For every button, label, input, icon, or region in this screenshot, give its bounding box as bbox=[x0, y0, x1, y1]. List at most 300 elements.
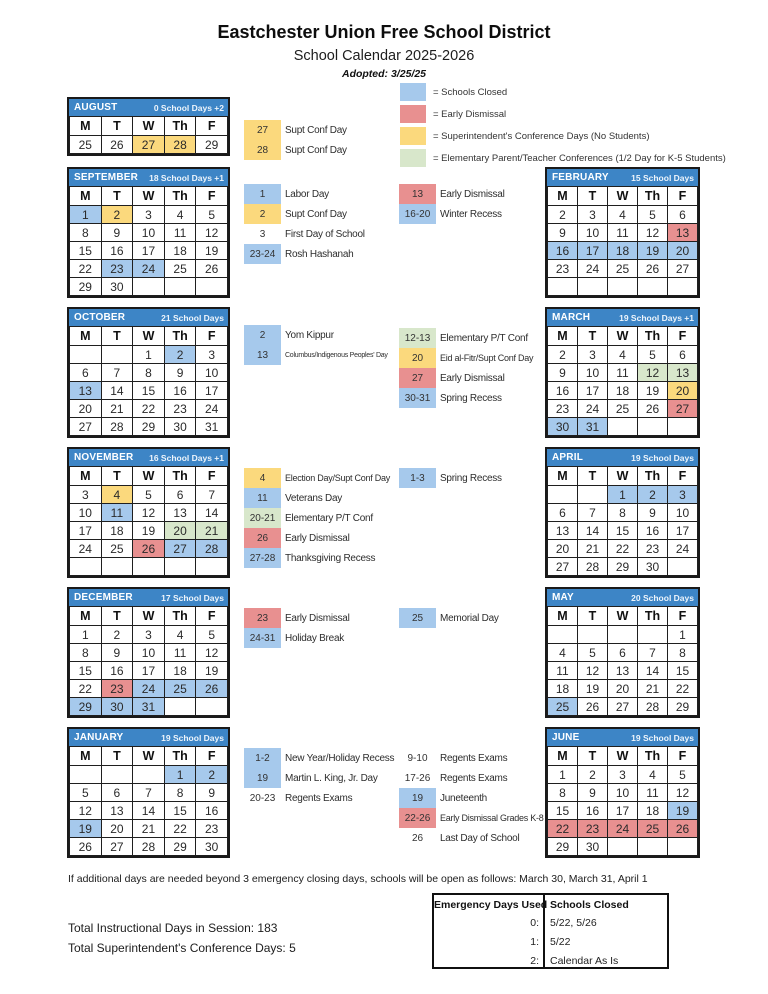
date-cell: 1 bbox=[133, 346, 165, 364]
week-row bbox=[548, 820, 698, 838]
weekday-header-row bbox=[70, 187, 228, 206]
date-cell: 26 bbox=[638, 400, 668, 418]
date-cell: 27 bbox=[548, 558, 578, 576]
date-cell: 21 bbox=[196, 522, 228, 540]
weekday-header-cell: T bbox=[578, 607, 608, 626]
date-cell: 4 bbox=[548, 644, 578, 662]
month-grid bbox=[547, 606, 698, 716]
date-cell: 13 bbox=[164, 504, 196, 522]
date-cell bbox=[548, 626, 578, 644]
calendar-note bbox=[244, 468, 390, 488]
calendar-note bbox=[244, 788, 352, 808]
date-cell: 27 bbox=[101, 838, 133, 856]
date-cell: 6 bbox=[668, 346, 698, 364]
date-cell: 23 bbox=[101, 260, 133, 278]
weekday-header-cell: Th bbox=[638, 327, 668, 346]
date-cell: 9 bbox=[101, 224, 133, 242]
date-cell: 3 bbox=[196, 346, 228, 364]
date-cell: 10 bbox=[578, 224, 608, 242]
date-cell bbox=[548, 278, 578, 296]
date-cell: 9 bbox=[638, 504, 668, 522]
note-date: 1 bbox=[244, 184, 281, 204]
note-label: Supt Conf Day bbox=[285, 124, 347, 136]
date-cell: 11 bbox=[101, 504, 133, 522]
date-cell: 14 bbox=[101, 382, 133, 400]
school-days-count: 15 School Days bbox=[631, 172, 694, 183]
date-cell: 4 bbox=[101, 486, 133, 504]
date-cell: 17 bbox=[70, 522, 102, 540]
date-cell: 23 bbox=[578, 820, 608, 838]
date-cell: 4 bbox=[164, 206, 196, 224]
date-cell bbox=[101, 558, 133, 576]
date-cell: 22 bbox=[70, 260, 102, 278]
date-cell: 29 bbox=[548, 838, 578, 856]
date-cell bbox=[164, 278, 196, 296]
date-cell: 3 bbox=[578, 346, 608, 364]
date-cell: 28 bbox=[101, 418, 133, 436]
date-cell: 5 bbox=[638, 206, 668, 224]
legend-color-swatch bbox=[400, 83, 426, 101]
weekday-header-cell: W bbox=[608, 187, 638, 206]
note-date: 13 bbox=[399, 184, 436, 204]
date-cell: 2 bbox=[164, 346, 196, 364]
date-cell: 29 bbox=[608, 558, 638, 576]
legend-item-label: = Elementary Parent/Teacher Conferences (1/2 Day for K-5 Students) bbox=[433, 152, 726, 164]
calendar-note bbox=[244, 120, 347, 140]
date-cell bbox=[608, 838, 638, 856]
date-cell: 28 bbox=[164, 136, 196, 154]
date-cell bbox=[578, 626, 608, 644]
date-cell: 16 bbox=[196, 802, 228, 820]
week-row bbox=[548, 784, 698, 802]
weekday-header-cell: T bbox=[578, 467, 608, 486]
date-cell: 22 bbox=[548, 820, 578, 838]
weekday-header-cell: F bbox=[668, 607, 698, 626]
date-cell: 27 bbox=[133, 136, 165, 154]
week-row bbox=[70, 698, 228, 716]
date-cell bbox=[133, 558, 165, 576]
schools-closed-header: Schools Closed bbox=[550, 899, 629, 911]
week-row bbox=[548, 802, 698, 820]
date-cell: 29 bbox=[196, 136, 228, 154]
month-march bbox=[545, 307, 700, 438]
date-cell: 2 bbox=[101, 206, 133, 224]
date-cell bbox=[101, 766, 133, 784]
total-conference-days: Total Superintendent's Conference Days: 5 bbox=[68, 941, 296, 955]
date-cell: 3 bbox=[668, 486, 698, 504]
calendar-note bbox=[244, 244, 353, 264]
date-cell: 15 bbox=[133, 382, 165, 400]
date-cell: 21 bbox=[133, 820, 165, 838]
legend-color-swatch bbox=[400, 149, 426, 167]
note-label: Columbus/Indigenous Peoples' Day bbox=[285, 351, 388, 359]
note-label: Supt Conf Day bbox=[285, 208, 347, 220]
date-cell: 28 bbox=[578, 558, 608, 576]
date-cell: 30 bbox=[196, 838, 228, 856]
calendar-note bbox=[399, 184, 505, 204]
weekday-header-cell: W bbox=[133, 607, 165, 626]
week-row bbox=[548, 540, 698, 558]
weekday-header-cell: F bbox=[196, 467, 228, 486]
weekday-header-cell: Th bbox=[164, 327, 196, 346]
weekday-header-cell: M bbox=[548, 467, 578, 486]
week-row bbox=[70, 504, 228, 522]
date-cell: 26 bbox=[70, 838, 102, 856]
date-cell: 9 bbox=[101, 644, 133, 662]
date-cell: 11 bbox=[608, 224, 638, 242]
weekday-header-cell: M bbox=[70, 117, 102, 136]
date-cell: 28 bbox=[638, 698, 668, 716]
week-row bbox=[548, 364, 698, 382]
date-cell: 18 bbox=[608, 382, 638, 400]
week-row bbox=[548, 698, 698, 716]
date-cell: 17 bbox=[196, 382, 228, 400]
week-row bbox=[548, 504, 698, 522]
calendar-note bbox=[399, 768, 507, 788]
note-date: 20-21 bbox=[244, 508, 281, 528]
week-row bbox=[548, 242, 698, 260]
date-cell: 1 bbox=[608, 486, 638, 504]
date-cell: 10 bbox=[608, 784, 638, 802]
date-cell: 2 bbox=[548, 206, 578, 224]
date-cell: 22 bbox=[164, 820, 196, 838]
date-cell: 8 bbox=[164, 784, 196, 802]
week-row bbox=[548, 644, 698, 662]
date-cell bbox=[101, 346, 133, 364]
calendar-note bbox=[399, 788, 487, 808]
week-row bbox=[70, 242, 228, 260]
note-date: 17-26 bbox=[404, 772, 431, 784]
weekday-header-cell: T bbox=[101, 607, 133, 626]
note-label: Early Dismissal bbox=[285, 532, 350, 544]
date-cell: 23 bbox=[548, 400, 578, 418]
date-cell: 3 bbox=[578, 206, 608, 224]
weekday-header-cell: F bbox=[196, 607, 228, 626]
date-cell: 21 bbox=[101, 400, 133, 418]
note-label: Eid al-Fitr/Supt Conf Day bbox=[440, 353, 534, 363]
weekday-header-cell: Th bbox=[164, 117, 196, 136]
date-cell: 24 bbox=[578, 260, 608, 278]
weekday-header-cell: W bbox=[133, 467, 165, 486]
date-cell: 20 bbox=[668, 242, 698, 260]
month-december bbox=[67, 587, 230, 718]
date-cell: 20 bbox=[608, 680, 638, 698]
date-cell: 4 bbox=[608, 206, 638, 224]
date-cell: 5 bbox=[638, 346, 668, 364]
note-label: Early Dismissal bbox=[440, 188, 505, 200]
weekday-header-cell: T bbox=[578, 747, 608, 766]
date-cell: 23 bbox=[164, 400, 196, 418]
date-cell: 20 bbox=[164, 522, 196, 540]
date-cell: 26 bbox=[668, 820, 698, 838]
weekday-header-cell: Th bbox=[164, 467, 196, 486]
date-cell: 11 bbox=[164, 224, 196, 242]
date-cell: 16 bbox=[101, 662, 133, 680]
date-cell: 17 bbox=[133, 242, 165, 260]
date-cell: 9 bbox=[548, 224, 578, 242]
note-date: 12-13 bbox=[399, 328, 436, 348]
date-cell: 17 bbox=[578, 242, 608, 260]
note-label: Regents Exams bbox=[440, 772, 508, 784]
date-cell: 25 bbox=[101, 540, 133, 558]
month-header-bar bbox=[547, 449, 698, 466]
date-cell: 19 bbox=[196, 662, 228, 680]
date-cell: 25 bbox=[548, 698, 578, 716]
weekday-header-cell: Th bbox=[638, 607, 668, 626]
week-row bbox=[70, 662, 228, 680]
school-days-count: 19 School Days bbox=[631, 732, 694, 743]
calendar-note bbox=[399, 348, 533, 368]
month-name: AUGUST bbox=[74, 102, 118, 113]
date-cell: 7 bbox=[101, 364, 133, 382]
date-cell: 7 bbox=[133, 784, 165, 802]
legend-item bbox=[400, 149, 726, 167]
weekday-header-cell: T bbox=[101, 327, 133, 346]
month-october bbox=[67, 307, 230, 438]
note-label: Martin L. King, Jr. Day bbox=[285, 772, 378, 784]
week-row bbox=[70, 260, 228, 278]
note-date: 25 bbox=[399, 608, 436, 628]
schools-closed-value: 5/22 bbox=[550, 936, 571, 948]
month-january bbox=[67, 727, 230, 858]
date-cell: 12 bbox=[70, 802, 102, 820]
date-cell: 3 bbox=[133, 626, 165, 644]
calendar-note bbox=[399, 828, 519, 848]
date-cell: 29 bbox=[164, 838, 196, 856]
date-cell: 11 bbox=[548, 662, 578, 680]
date-cell: 1 bbox=[548, 766, 578, 784]
date-cell: 29 bbox=[70, 278, 102, 296]
date-cell: 27 bbox=[164, 540, 196, 558]
date-cell: 2 bbox=[101, 626, 133, 644]
date-cell: 27 bbox=[70, 418, 102, 436]
date-cell: 19 bbox=[70, 820, 102, 838]
legend-item bbox=[400, 105, 506, 123]
school-days-count: 16 School Days +1 bbox=[149, 452, 224, 463]
emergency-days-used-header: Emergency Days Used bbox=[434, 899, 548, 911]
month-header-bar bbox=[547, 729, 698, 746]
note-date: 4 bbox=[244, 468, 281, 488]
week-row bbox=[548, 260, 698, 278]
week-row bbox=[548, 766, 698, 784]
date-cell: 12 bbox=[638, 224, 668, 242]
note-date: 30-31 bbox=[399, 388, 436, 408]
date-cell: 17 bbox=[668, 522, 698, 540]
date-cell: 5 bbox=[196, 206, 228, 224]
date-cell: 24 bbox=[608, 820, 638, 838]
schools-closed-value: Calendar As Is bbox=[550, 955, 619, 967]
weekday-header-cell: Th bbox=[164, 607, 196, 626]
legend-color-swatch bbox=[400, 105, 426, 123]
weekday-header-cell: T bbox=[578, 327, 608, 346]
legend-item-label: = Early Dismissal bbox=[433, 108, 507, 120]
month-header-bar bbox=[547, 169, 698, 186]
weekday-header-cell: F bbox=[668, 187, 698, 206]
week-row bbox=[548, 626, 698, 644]
month-grid bbox=[69, 186, 228, 296]
date-cell: 3 bbox=[70, 486, 102, 504]
date-cell: 20 bbox=[101, 820, 133, 838]
date-cell: 1 bbox=[668, 626, 698, 644]
schools-closed-column bbox=[545, 895, 667, 967]
date-cell: 14 bbox=[638, 662, 668, 680]
month-name: SEPTEMBER bbox=[74, 172, 139, 183]
date-cell: 23 bbox=[196, 820, 228, 838]
week-row bbox=[70, 486, 228, 504]
date-cell: 6 bbox=[101, 784, 133, 802]
date-cell: 5 bbox=[196, 626, 228, 644]
date-cell: 6 bbox=[548, 504, 578, 522]
note-label: Veterans Day bbox=[285, 492, 343, 504]
date-cell: 17 bbox=[608, 802, 638, 820]
month-header-bar bbox=[547, 309, 698, 326]
date-cell: 28 bbox=[133, 838, 165, 856]
school-days-count: 20 School Days bbox=[631, 592, 694, 603]
date-cell: 27 bbox=[668, 260, 698, 278]
month-february bbox=[545, 167, 700, 298]
calendar-note bbox=[244, 528, 350, 548]
date-cell: 4 bbox=[164, 626, 196, 644]
date-cell: 26 bbox=[196, 680, 228, 698]
date-cell: 13 bbox=[101, 802, 133, 820]
month-grid bbox=[547, 186, 698, 296]
note-label: Spring Recess bbox=[440, 392, 502, 404]
weekday-header-cell: M bbox=[548, 747, 578, 766]
date-cell: 10 bbox=[196, 364, 228, 382]
date-cell: 7 bbox=[578, 504, 608, 522]
date-cell: 9 bbox=[164, 364, 196, 382]
note-label: New Year/Holiday Recess bbox=[285, 752, 395, 764]
weekday-header-cell: Th bbox=[638, 467, 668, 486]
date-cell: 19 bbox=[133, 522, 165, 540]
calendar-note bbox=[244, 488, 342, 508]
date-cell bbox=[668, 838, 698, 856]
calendar-note bbox=[244, 184, 329, 204]
date-cell bbox=[70, 766, 102, 784]
note-label: Early Dismissal bbox=[285, 612, 350, 624]
calendar-note bbox=[399, 388, 502, 408]
legend-item-label: = Schools Closed bbox=[433, 86, 508, 98]
date-cell: 30 bbox=[638, 558, 668, 576]
weekday-header-cell: F bbox=[196, 187, 228, 206]
note-date: 19 bbox=[244, 768, 281, 788]
date-cell: 12 bbox=[578, 662, 608, 680]
week-row bbox=[548, 522, 698, 540]
calendar-note bbox=[244, 224, 365, 244]
date-cell: 15 bbox=[164, 802, 196, 820]
date-cell: 14 bbox=[196, 504, 228, 522]
schools-closed-value: 5/22, 5/26 bbox=[550, 917, 597, 929]
date-cell: 25 bbox=[638, 820, 668, 838]
date-cell: 26 bbox=[578, 698, 608, 716]
week-row bbox=[548, 400, 698, 418]
month-grid bbox=[547, 326, 698, 436]
date-cell: 8 bbox=[608, 504, 638, 522]
date-cell: 25 bbox=[70, 136, 102, 154]
month-name: MARCH bbox=[552, 312, 591, 323]
month-header-bar bbox=[69, 589, 228, 606]
date-cell: 4 bbox=[608, 346, 638, 364]
weekday-header-cell: T bbox=[101, 117, 133, 136]
weekday-header-cell: Th bbox=[638, 747, 668, 766]
date-cell bbox=[668, 558, 698, 576]
date-cell: 15 bbox=[70, 242, 102, 260]
date-cell: 28 bbox=[196, 540, 228, 558]
weekday-header-row bbox=[548, 187, 698, 206]
date-cell: 10 bbox=[70, 504, 102, 522]
school-days-count: 19 School Days bbox=[161, 732, 224, 743]
month-header-bar bbox=[547, 589, 698, 606]
month-name: FEBRUARY bbox=[552, 172, 609, 183]
week-row bbox=[70, 820, 228, 838]
calendar-note bbox=[244, 345, 388, 365]
date-cell: 17 bbox=[578, 382, 608, 400]
week-row bbox=[70, 522, 228, 540]
date-cell: 13 bbox=[668, 224, 698, 242]
date-cell: 9 bbox=[196, 784, 228, 802]
date-cell: 29 bbox=[668, 698, 698, 716]
adopted-date: Adopted: 3/25/25 bbox=[341, 68, 427, 80]
weekday-header-row bbox=[548, 607, 698, 626]
weekday-header-cell: T bbox=[578, 187, 608, 206]
date-cell: 27 bbox=[608, 698, 638, 716]
note-date: 27-28 bbox=[244, 548, 281, 568]
weekday-header-cell: Th bbox=[164, 187, 196, 206]
date-cell: 30 bbox=[101, 278, 133, 296]
date-cell: 18 bbox=[164, 662, 196, 680]
date-cell: 17 bbox=[133, 662, 165, 680]
date-cell: 30 bbox=[578, 838, 608, 856]
weekday-header-cell: M bbox=[70, 747, 102, 766]
note-label: Supt Conf Day bbox=[285, 144, 347, 156]
weekday-header-cell: F bbox=[668, 747, 698, 766]
month-november bbox=[67, 447, 230, 578]
month-grid bbox=[69, 116, 228, 154]
date-cell: 13 bbox=[70, 382, 102, 400]
weekday-header-cell: W bbox=[133, 117, 165, 136]
week-row bbox=[548, 346, 698, 364]
weekday-header-row bbox=[548, 467, 698, 486]
calendar-note bbox=[244, 768, 378, 788]
date-cell: 20 bbox=[548, 540, 578, 558]
weekday-header-cell: T bbox=[101, 467, 133, 486]
weekday-header-cell: M bbox=[548, 327, 578, 346]
weekday-header-row bbox=[70, 467, 228, 486]
note-label: Memorial Day bbox=[440, 612, 499, 624]
date-cell: 13 bbox=[668, 364, 698, 382]
week-row bbox=[70, 224, 228, 242]
week-row bbox=[548, 206, 698, 224]
date-cell: 24 bbox=[578, 400, 608, 418]
date-cell: 25 bbox=[164, 680, 196, 698]
date-cell: 12 bbox=[668, 784, 698, 802]
weekday-header-row bbox=[70, 607, 228, 626]
date-cell: 15 bbox=[608, 522, 638, 540]
date-cell: 14 bbox=[133, 802, 165, 820]
date-cell bbox=[133, 278, 165, 296]
note-label: First Day of School bbox=[285, 228, 365, 240]
date-cell: 24 bbox=[196, 400, 228, 418]
note-date: 24-31 bbox=[244, 628, 281, 648]
week-row bbox=[70, 644, 228, 662]
emergency-days-used-value: 1: bbox=[530, 936, 539, 948]
weekday-header-cell: W bbox=[133, 327, 165, 346]
date-cell bbox=[164, 698, 196, 716]
date-cell: 18 bbox=[101, 522, 133, 540]
note-date: 1-3 bbox=[399, 468, 436, 488]
weekday-header-cell: W bbox=[608, 467, 638, 486]
date-cell: 4 bbox=[638, 766, 668, 784]
